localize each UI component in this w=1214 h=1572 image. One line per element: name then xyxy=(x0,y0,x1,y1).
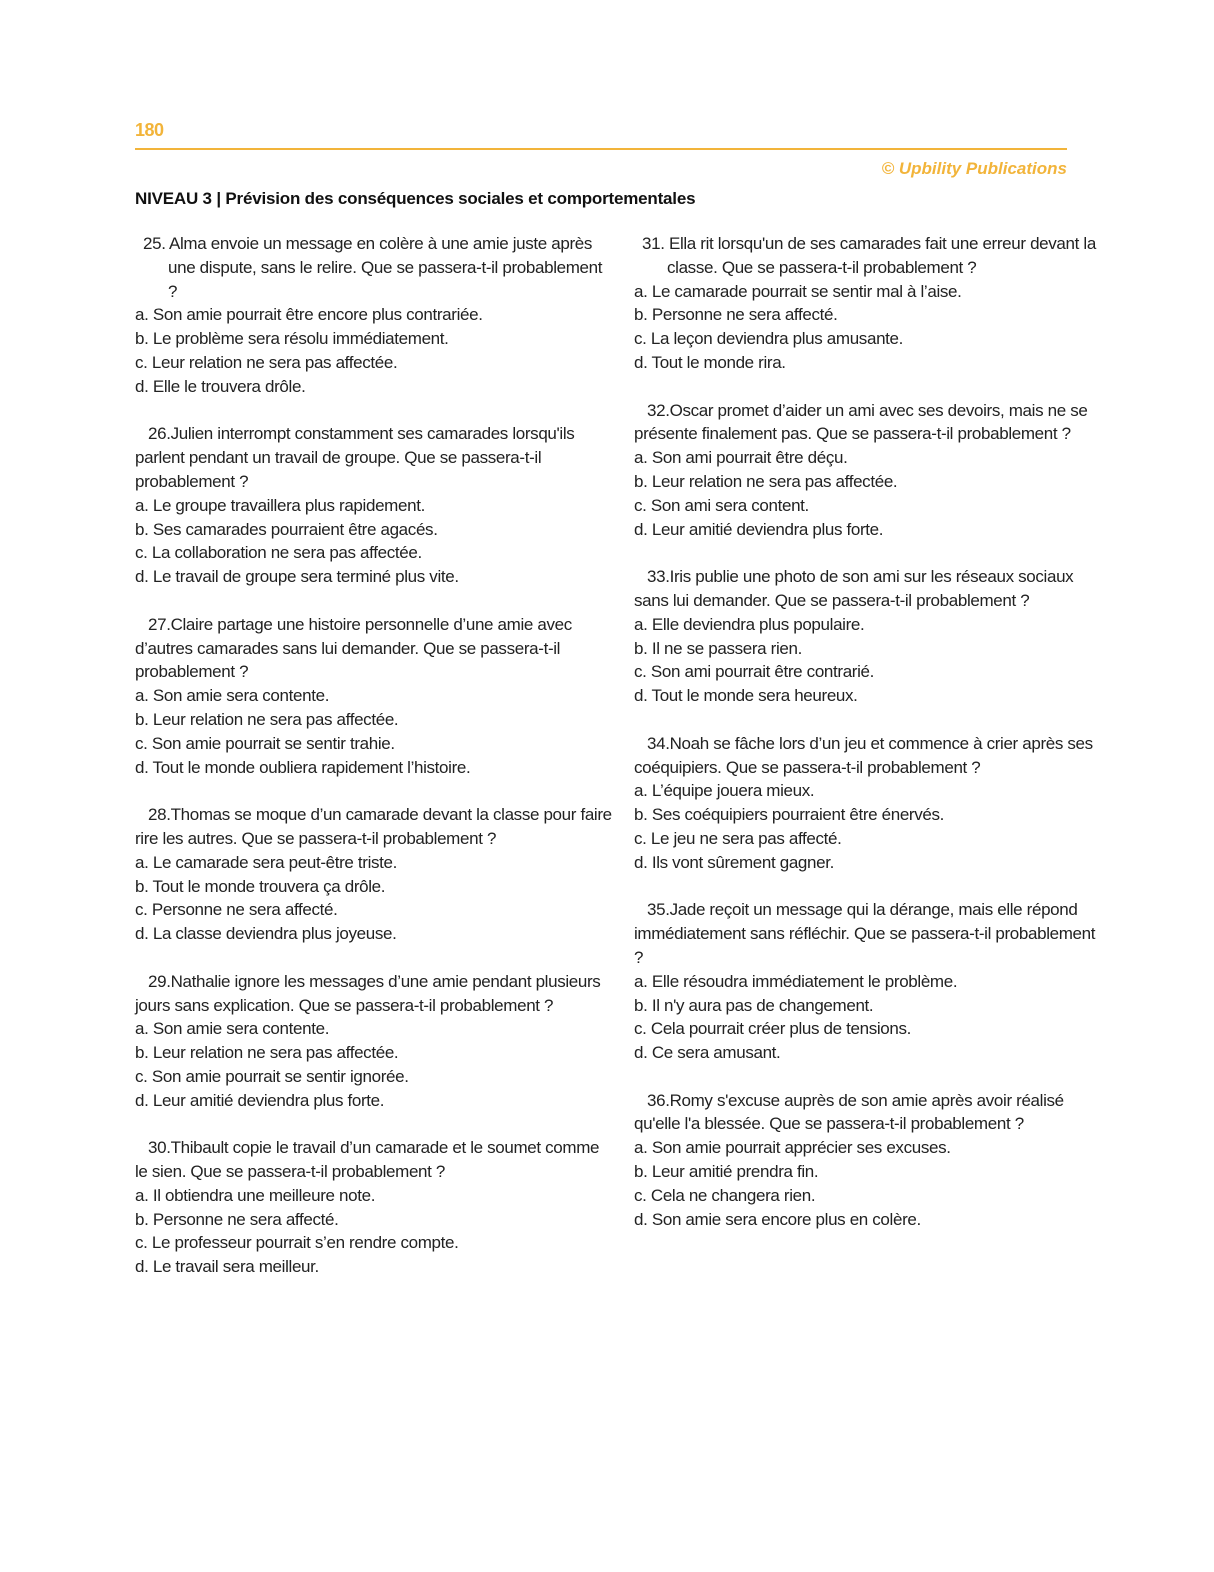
answer-option: b. Leur relation ne sera pas affectée. xyxy=(135,1043,399,1063)
answer-option: d. Ce sera amusant. xyxy=(634,1043,781,1063)
question-35 xyxy=(634,898,1104,1065)
answer-option: b. Personne ne sera affecté. xyxy=(634,305,838,325)
answer-option: d. Le travail sera meilleur. xyxy=(135,1257,319,1277)
answer-option: a. Son amie sera contente. xyxy=(135,1019,330,1039)
answer-option: c. Son amie pourrait se sentir ignorée. xyxy=(135,1066,409,1086)
question-33 xyxy=(634,565,1104,708)
answer-option: d. Leur amitié deviendra plus forte. xyxy=(135,1090,385,1110)
question-25 xyxy=(135,232,615,399)
question-prompt: 35.Jade reçoit un message qui la dérange, mais elle répond immédiatement sans réfléchir. Que se passera-t-il probablement ? xyxy=(634,900,1096,967)
answer-option: d. Leur amitié deviendra plus forte. xyxy=(634,519,884,539)
answer-option: c. Son ami pourrait être contrarié. xyxy=(634,662,875,682)
answer-option: a. Son amie pourrait apprécier ses excuses. xyxy=(634,1138,951,1158)
answer-option: d. Son amie sera encore plus en colère. xyxy=(634,1209,921,1229)
answer-option: a. Il obtiendra une meilleure note. xyxy=(135,1185,376,1205)
question-prompt: 26.Julien interrompt constamment ses camarades lorsqu'ils parlent pendant un travail de groupe. Que se passera-t-il probablement ? xyxy=(135,424,575,491)
answer-option: a. Elle résoudra immédiatement le problème. xyxy=(634,971,958,991)
answer-option: b. Il ne se passera rien. xyxy=(634,638,802,658)
answer-option: b. Leur relation ne sera pas affectée. xyxy=(135,709,399,729)
answer-option: a. L’équipe jouera mieux. xyxy=(634,781,815,801)
page-number: 180 xyxy=(135,120,164,140)
question-36 xyxy=(634,1089,1104,1232)
answer-option: c. Son ami sera content. xyxy=(634,495,809,515)
question-prompt: 28.Thomas se moque d’un camarade devant la classe pour faire rire les autres. Que se passera-t-il probablement ? xyxy=(135,805,612,848)
answer-option: d. Ils vont sûrement gagner. xyxy=(634,852,834,872)
answer-option: d. Le travail de groupe sera terminé plus vite. xyxy=(135,567,459,587)
answer-option: a. Son amie pourrait être encore plus contrariée. xyxy=(135,305,483,325)
answer-option: c. Le professeur pourrait s’en rendre compte. xyxy=(135,1233,459,1253)
answer-option: a. Son amie sera contente. xyxy=(135,686,330,706)
question-prompt: 27.Claire partage une histoire personnelle d’une amie avec d’autres camarades sans lui demander. Que se passera-t-il probablement ? xyxy=(135,614,572,682)
answer-option: d. La classe deviendra plus joyeuse. xyxy=(135,924,397,944)
answer-option: b. Personne ne sera affecté. xyxy=(135,1209,339,1229)
answer-option: d. Tout le monde sera heureux. xyxy=(634,686,858,706)
answer-option: b. Leur amitié prendra fin. xyxy=(634,1162,819,1182)
question-prompt: 25. Alma envoie un message en colère à une amie juste après une dispute, sans le relire. Que se passera-t-il probablement ? xyxy=(143,234,603,301)
question-prompt: 36.Romy s'excuse auprès de son amie après avoir réalisé qu'elle l'a blessée. Que se passera-t-il probablement ? xyxy=(634,1090,1064,1134)
answer-option: c. Personne ne sera affecté. xyxy=(135,900,338,920)
answer-option: c. Cela pourrait créer plus de tensions. xyxy=(634,1019,912,1039)
answer-option: c. La collaboration ne sera pas affectée. xyxy=(135,543,422,563)
question-prompt: 29.Nathalie ignore les messages d’une amie pendant plusieurs jours sans explication. Que se passera-t-il probablement ? xyxy=(135,971,601,1015)
answer-option: c. Cela ne changera rien. xyxy=(634,1185,816,1205)
header-rule xyxy=(135,148,1067,150)
question-prompt: 33.Iris publie une photo de son ami sur les réseaux sociaux sans lui demander. Que se passera-t-il probablement ? xyxy=(634,567,1074,610)
question-34 xyxy=(634,732,1104,875)
question-prompt: 30.Thibault copie le travail d’un camarade et le soumet comme le sien. Que se passera-t-il probablement ? xyxy=(135,1138,600,1182)
answer-option: b. Il n'y aura pas de changement. xyxy=(634,995,874,1015)
answer-option: a. Le groupe travaillera plus rapidement. xyxy=(135,495,425,515)
question-28 xyxy=(135,803,615,946)
answer-option: d. Tout le monde rira. xyxy=(634,352,786,372)
question-31 xyxy=(634,232,1104,375)
question-29 xyxy=(135,970,615,1113)
answer-option: a. Le camarade sera peut-être triste. xyxy=(135,852,398,872)
left-question-column xyxy=(135,232,615,1303)
answer-option: c. Son amie pourrait se sentir trahie. xyxy=(135,733,395,753)
question-prompt: 32.Oscar promet d’aider un ami avec ses devoirs, mais ne se présente finalement pas. Que se passera-t-il probablement ? xyxy=(634,400,1088,444)
answer-option: b. Ses camarades pourraient être agacés. xyxy=(135,519,438,539)
question-26 xyxy=(135,422,615,589)
answer-option: b. Leur relation ne sera pas affectée. xyxy=(634,471,898,491)
question-32 xyxy=(634,399,1104,542)
right-question-column xyxy=(634,232,1104,1255)
question-prompt: 31. Ella rit lorsqu'un de ses camarades fait une erreur devant la classe. Que se passera-t-il probablement ? xyxy=(642,234,1096,277)
publisher-credit: © Upbility Publications xyxy=(881,159,1067,178)
answer-option: a. Elle deviendra plus populaire. xyxy=(634,614,865,634)
answer-option: b. Ses coéquipiers pourraient être énervés. xyxy=(634,805,945,825)
answer-option: a. Son ami pourrait être déçu. xyxy=(634,448,848,468)
answer-option: b. Le problème sera résolu immédiatement. xyxy=(135,329,449,349)
answer-option: d. Elle le trouvera drôle. xyxy=(135,376,306,396)
answer-option: b. Tout le monde trouvera ça drôle. xyxy=(135,876,386,896)
answer-option: d. Tout le monde oubliera rapidement l’histoire. xyxy=(135,757,471,777)
answer-option: a. Le camarade pourrait se sentir mal à l’aise. xyxy=(634,281,962,301)
question-27 xyxy=(135,613,615,780)
answer-option: c. La leçon deviendra plus amusante. xyxy=(634,329,904,349)
answer-option: c. Leur relation ne sera pas affectée. xyxy=(135,352,398,372)
answer-option: c. Le jeu ne sera pas affecté. xyxy=(634,828,842,848)
section-title: NIVEAU 3 | Prévision des conséquences sociales et comportementales xyxy=(135,189,696,208)
question-30 xyxy=(135,1136,615,1279)
question-prompt: 34.Noah se fâche lors d’un jeu et commence à crier après ses coéquipiers. Que se passera-t-il probablement ? xyxy=(634,733,1093,777)
